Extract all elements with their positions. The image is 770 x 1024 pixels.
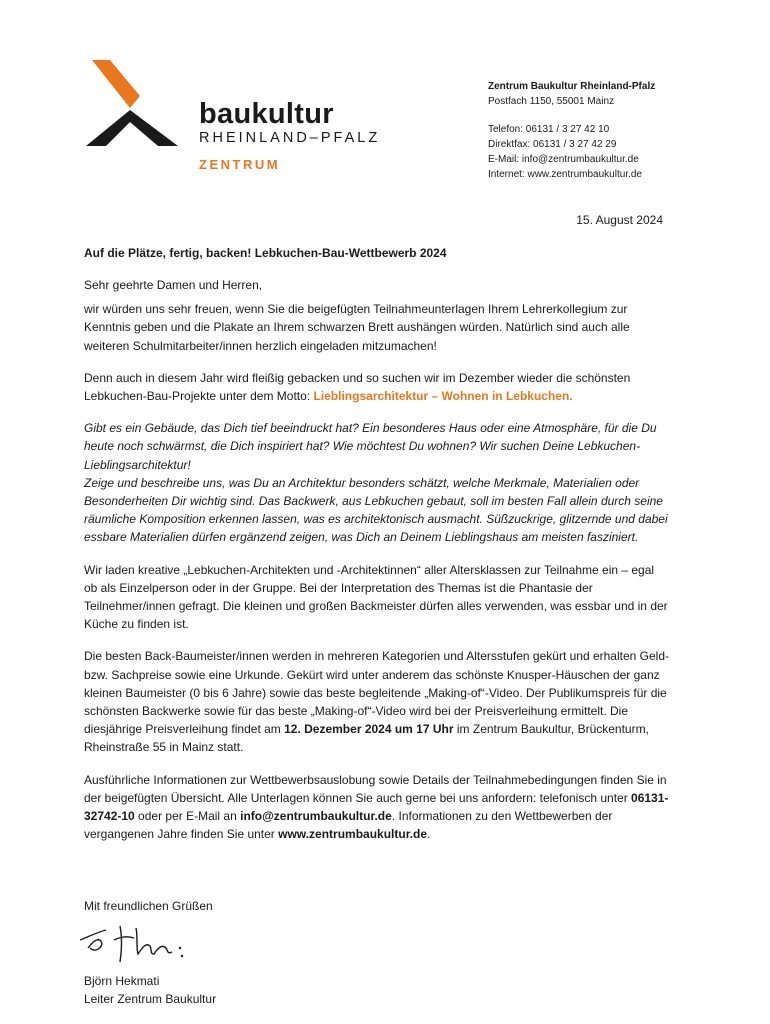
letter-body — [84, 276, 669, 857]
signer — [84, 972, 216, 1008]
paragraph-3a: Gibt es ein Gebäude, das Dich tief beeindruckt hat? Ein besonderes Haus oder eine Atmosphäre, für die Du heute noch schwärmst, die Dich inspiriert hat? Wie möchtest Du wohnen? Wir suchen Deine Lebkuchen-Lieblingsarchitektur! — [84, 421, 657, 472]
signature-icon — [76, 918, 206, 968]
logo-wordmark: baukultur — [199, 98, 334, 130]
sender-org: Zentrum Baukultur Rheinland-Pfalz — [488, 81, 656, 92]
sender-address — [488, 79, 655, 182]
sender-postbox: Postfach 1150, 55001 Mainz — [488, 96, 615, 107]
paragraph-2: Denn auch in diesem Jahr wird fleißig gebacken und so suchen wir im Dezember wieder die schönsten Lebkuchen-Bau-Projekte unter dem Motto: Lieblingsarchitektur – Wohnen in Lebkuchen. — [84, 370, 631, 404]
sender-phone: Telefon: 06131 / 3 27 42 10 — [488, 124, 610, 135]
sender-email: E-Mail: info@zentrumbaukultur.de — [488, 154, 639, 165]
contact-phone: 06131-32742-10 — [84, 790, 669, 824]
signer-name: Björn Hekmati — [84, 974, 160, 988]
logo-zentrum: ZENTRUM — [199, 157, 281, 172]
sender-fax: Direktfax: 06131 / 3 27 42 29 — [488, 139, 617, 150]
sender-web: Internet: www.zentrumbaukultur.de — [488, 169, 642, 180]
paragraph-4: Wir laden kreative „Lebkuchen-Architekten und -Architektinnen“ aller Altersklassen zur Teilnahme ein – egal ob als Einzelperson oder in der Gruppe. Bei der Interpretation des Themas ist die Phantasie der Teilnehmer/innen gefragt. Die kleinen und großen Backmeister dürfen alles verwenden, was essbar und in der Küche zu finden ist. — [84, 562, 668, 632]
paragraph-3b: Zeige und beschreibe uns, was Du an Architektur besonders schätzt, welche Merkmale, Materialien oder Besonderheiten Dir wichtig sind. Das Backwerk, aus Lebkuchen gebaut, soll im besten Fall allein durch seine räumliche Komposition erkennen lassen, was es architektonisch ausmacht. Süßzuckrige, glitzernde und dabei essbare Materialien dürfen ergänzend zeigen, was Dich an Deinem Lieblingshaus am meisten fasziniert. — [84, 475, 668, 545]
baukultur-logo-icon — [86, 58, 186, 148]
paragraph-3 — [84, 419, 669, 546]
signer-title: Leiter Zentrum Baukultur — [84, 992, 217, 1006]
closing: Mit freundlichen Grüßen — [84, 899, 213, 913]
salutation: Sehr geehrte Damen und Herren, — [84, 278, 263, 292]
paragraph-6: Ausführliche Informationen zur Wettbewerbsauslobung sowie Details der Teilnahmebedingungen finden Sie in der beigefügten Übersicht. Alle Unterlagen können Sie auch gerne bei uns anfordern: telefonisch unter 06131-32742-10 oder per E-Mail an info@zentrumbaukultur.de. Informationen zu den Wettbewerben der vergangenen Jahre finden Sie unter www.zentrumbaukultur.de. — [84, 772, 669, 842]
contact-web: www.zentrumbaukultur.de — [278, 827, 428, 842]
contact-email: info@zentrumbaukultur.de — [240, 809, 392, 824]
paragraph-1: wir würden uns sehr freuen, wenn Sie die beigefügten Teilnahmeunterlagen Ihrem Lehrerkollegium zur Kenntnis geben und die Plakate an Ihrem schwarzen Brett aushängen würden. Natürlich sind auch alle weiteren Schulmitarbeiter/innen herzlich eingeladen mitzumachen! — [84, 302, 630, 353]
logo-region: RHEINLAND–PFALZ — [199, 130, 381, 146]
letter-date: 15. August 2024 — [576, 213, 663, 227]
paragraph-5: Die besten Back-Baumeister/innen werden in mehreren Kategorien und Altersstufen gekürt und erhalten Geld- bzw. Sachpreise sowie eine Urkunde. Gekürt wird unter anderem das schönste Knusper-Häuschen der ganz kleinen Baumeister (0 bis 6 Jahre) sowie das beste begleitende „Making-of“-Video. Der Publikumspreis für die schönsten Backwerke sowie für das beste „Making-of“-Video wird bei der Preisverleihung ermittelt. Die diesjährige Preisverleihung findet am 12. Dezember 2024 um 17 Uhr im Zentrum Baukultur, Brückenturm, Rheinstraße 55 in Mainz statt. — [84, 649, 670, 755]
ceremony-date: 12. Dezember 2024 um 17 Uhr — [284, 722, 454, 737]
motto: Lieblingsarchitektur – Wohnen in Lebkuchen. — [313, 389, 573, 404]
letter-subject: Auf die Plätze, fertig, backen! Lebkuchen-Bau-Wettbewerb 2024 — [84, 246, 447, 260]
